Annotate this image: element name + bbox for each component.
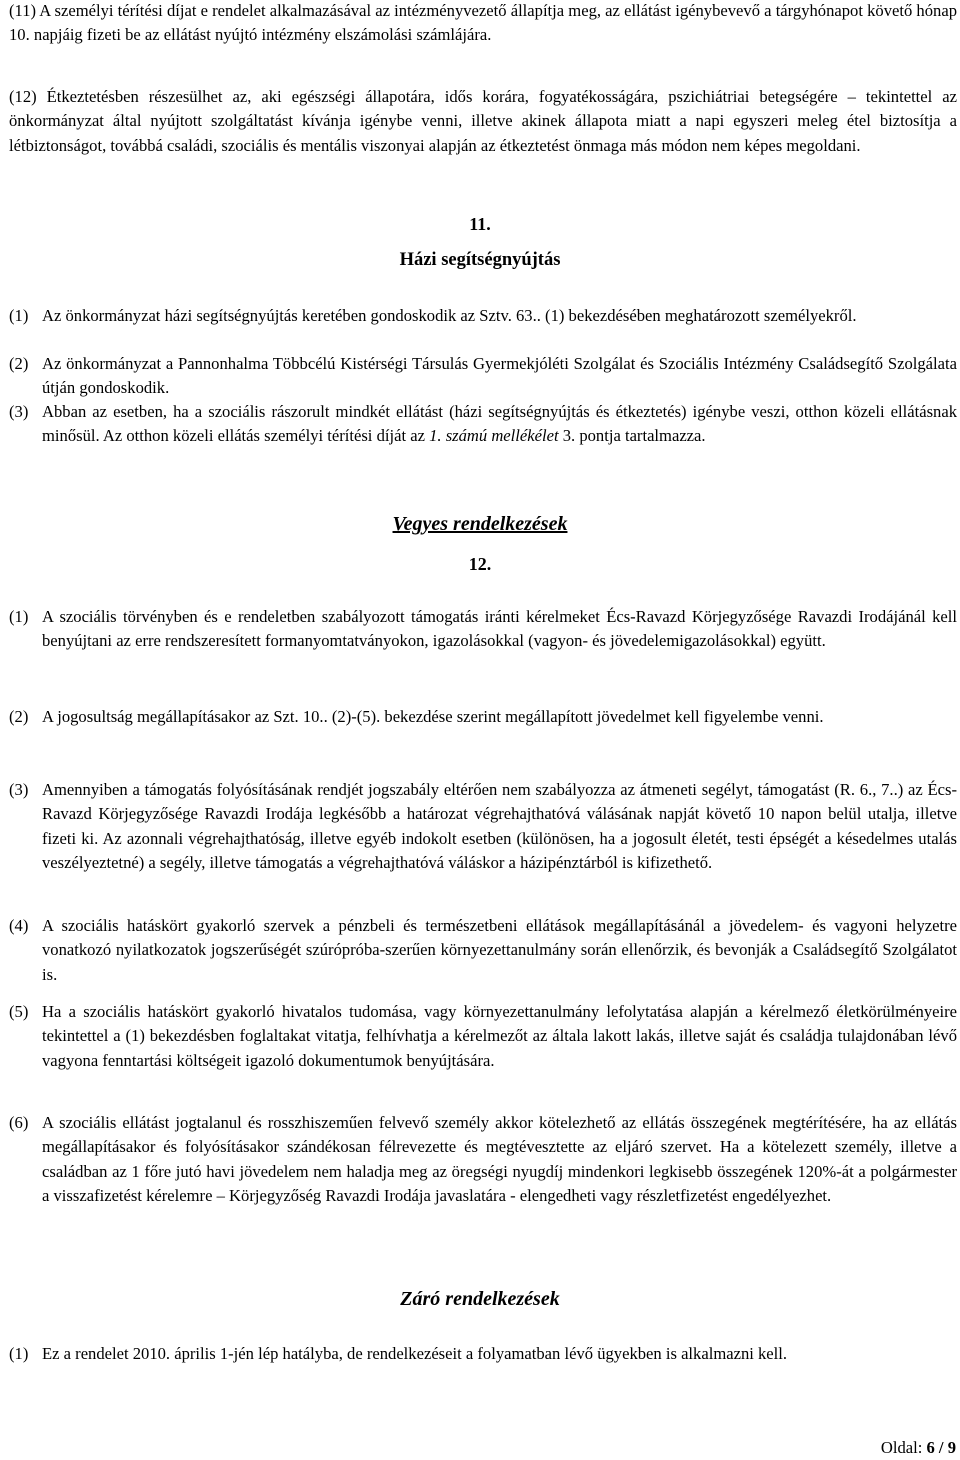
item-number: (3) (9, 780, 29, 799)
page-separator: / (934, 1438, 948, 1457)
list-item (9, 304, 957, 328)
total-pages: 9 (947, 1438, 956, 1457)
page-number (881, 1438, 956, 1458)
list-item (9, 1342, 957, 1366)
list-item (9, 400, 957, 449)
annex-reference: 1. számú mellékélet (429, 426, 559, 446)
page-label: Oldal: (880, 1438, 927, 1457)
list-item (9, 778, 957, 875)
item-text-end: 3. pontja tartalmazza. (558, 426, 706, 446)
item-number: (2) (9, 354, 29, 373)
item-number: (1) (9, 1344, 29, 1363)
list-item (9, 1000, 957, 1073)
item-number: (3) (9, 402, 29, 421)
section-number-12: 12. (468, 554, 492, 574)
item-text: A szociális ellátást jogtalanul és rosszhiszeműen felvevő személy akkor kötelezhető az ellátás összegének megtérítésére, ha az ellátás megállapításakor és folyósításakor szándékosan félrevezette és megtévesztette az eljáró szervet. Ha a kötelezett személy, illetve a családban az 1 főre jutó havi jövedelem nem haladja meg az öregségi nyugdíj mindenkori legkisebb összegének 120%-át a polgármester a visszafizetést kérelemre – Körjegyzőség Ravazdi Irodája javaslatára - elengedheti vagy részletfizetést engedélyezhet. (42, 1113, 957, 1205)
list-item (9, 1111, 957, 1208)
item-number: (2) (9, 707, 29, 726)
item-text: Abban az esetben, ha a szociális rászorult mindkét ellátást (házi segítségnyújtás és étkeztetés) igénybe veszi, otthon közeli ellátásnak minősül. Az otthon közeli ellátás személyi térítési díját az (42, 402, 957, 446)
section-title-zaro-rendelkezesek: Záró rendelkezések (400, 1288, 560, 1310)
item-number: (4) (9, 916, 29, 935)
item-text: A jogosultság megállapításakor az Szt. 10.. (2)-(5). bekezdése szerint megállapított jövedelmet kell figyelembe venni. (42, 707, 824, 726)
item-number: (1) (9, 607, 29, 626)
section-number-11: 11. (469, 214, 491, 234)
list-item (9, 605, 957, 654)
list-item (9, 705, 957, 729)
item-text: Amennyiben a támogatás folyósításának rendjét jogszabály eltérően nem szabályozza az átmeneti segélyt, támogatást (R. 6., 7..) az Écs-Ravazd Körjegyzősége Ravazdi Irodája legkésőbb a határozat végrehajthatóvá válásának napját követő 10 napon belül utalja, illetve fizeti ki. Az azonnali végrehajthatóság, illetve egyéb indokolt esetben (különösen, ha a jogosult életét, testi épségét a késedelmes utalás veszélyeztetné) a segély, illetve támogatás a végrehajthatóvá váláskor a házipénztárból is kifizethető. (42, 780, 957, 872)
item-text: A szociális hatáskört gyakorló szervek a pénzbeli és természetbeni ellátások megállapításánál a jövedelem- és vagyoni helyzetre vonatkozó nyilatkozatok jogszerűségét szúrópróba-szerűen környezettanulmány során ellenőrzik, és bevonják a Családsegítő Szolgálatot is. (42, 916, 957, 984)
current-page: 6 (926, 1438, 935, 1457)
item-number: (5) (9, 1002, 29, 1021)
list-item (9, 914, 957, 987)
item-text: Az önkormányzat házi segítségnyújtás keretében gondoskodik az Sztv. 63.. (1) bekezdésében meghatározott személyekről. (42, 306, 857, 325)
list-item (9, 352, 957, 401)
item-text: Az önkormányzat a Pannonhalma Többcélú Kistérségi Társulás Gyermekjóléti Szolgálat és Szociális Intézmény Családsegítő Szolgálata útján gondoskodik. (42, 354, 957, 398)
paragraph-12: (12) Étkeztetésben részesülhet az, aki egészségi állapotára, idős korára, fogyatékosságára, pszichiátriai betegségére – tekintettel az önkormányzat által nyújtott szolgáltatást kívánja igénybe venni, illetve akinek állapota miatt a napi egyszeri meleg étel biztosítja a létbiztonságot, továbbá családi, szociális és mentális viszonyai alapján az étkeztetést önmaga más módon nem képes megoldani. (9, 87, 957, 155)
paragraph-11: (11) A személyi térítési díjat e rendelet alkalmazásával az intézményvezető állapítja meg, az ellátást igénybevevő a tárgyhónapot követő hónap 10. napjáig fizeti be az ellátást nyújtó intézmény elszámolási számlájára. (9, 1, 957, 45)
item-number: (1) (9, 306, 29, 325)
section-title-vegyes-rendelkezesek: Vegyes rendelkezések (392, 513, 568, 535)
item-text: Ha a szociális hatáskört gyakorló hivatalos tudomása, vagy környezettanulmány lefolytatása alapján a kérelmező életkörülményeire tekintettel a (1) bekezdésben foglaltakat vitatja, felhívhatja a kérelmezőt az általa lakott lakás, illetve saját és családja tulajdonában lévő vagyona fenntartási költségeit igazoló dokumentumok benyújtására. (42, 1002, 957, 1070)
item-text: Ez a rendelet 2010. április 1-jén lép hatályba, de rendelkezéseit a folyamatban lévő ügyekben is alkalmazni kell. (42, 1344, 788, 1363)
item-text: A szociális törvényben és e rendeletben szabályozott támogatás iránti kérelmeket Écs-Ravazd Körjegyzősége Ravazdi Irodájánál kell benyújtani az erre rendszeresített formanyomtatványokon, igazolásokkal (vagyon- és jövedelemigazolásokkal) együtt. (42, 607, 957, 651)
section-title-hazi-segitsegnyujtas: Házi segítségnyújtás (399, 250, 561, 270)
item-number: (6) (9, 1113, 29, 1132)
